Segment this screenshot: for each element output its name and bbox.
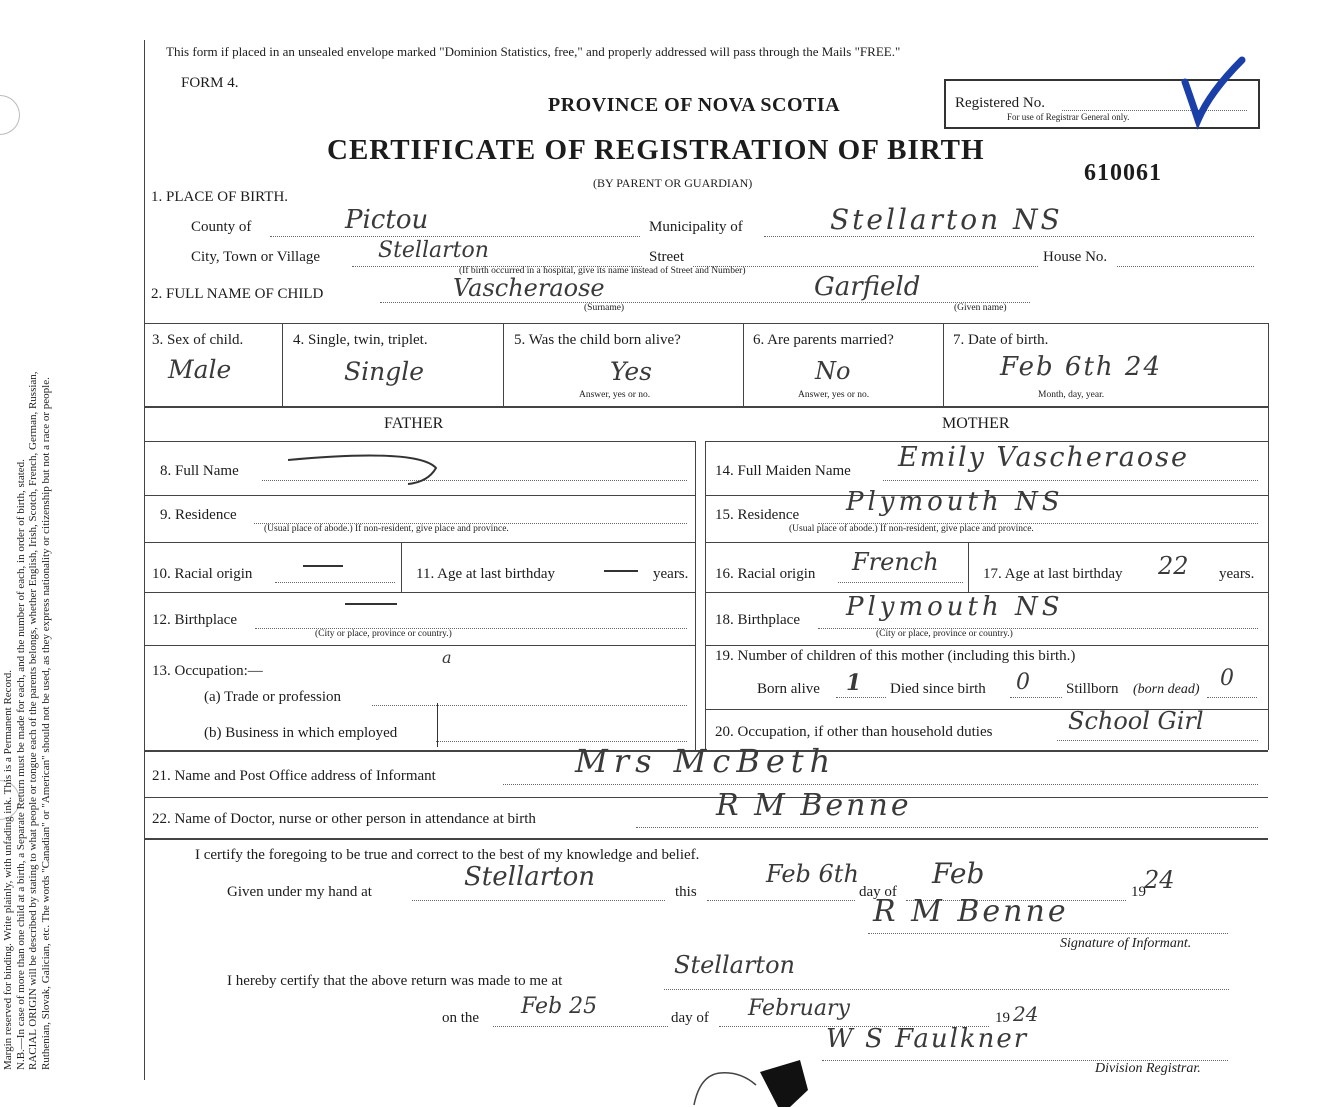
mother-occupation-value: School Girl <box>1068 707 1204 735</box>
left-border <box>144 40 145 1080</box>
alive-label: 5. Was the child born alive? <box>514 332 681 348</box>
row3-top <box>144 323 1268 324</box>
margin-note-3: RACIAL ORIGIN will be described by stating to what people or tongue each of the parents belongs, whether English, Irish, Scotch, French, German, Russian, <box>27 371 39 1070</box>
father-name-label: 8. Full Name <box>160 463 239 479</box>
informant-label: 21. Name and Post Office address of Informant <box>152 768 436 784</box>
child-name-line <box>380 302 1030 303</box>
stillborn-value: 0 <box>1220 666 1234 691</box>
father-racial-line <box>275 582 395 583</box>
mother-residence-value: Plymouth NS <box>846 487 1064 517</box>
registered-label: Registered No. <box>955 95 1045 111</box>
father-business-tick <box>437 703 438 747</box>
county-value: Pictou <box>345 205 429 235</box>
row3-bottom <box>144 406 1268 408</box>
mother-left-border <box>705 442 706 750</box>
father-age-divider <box>401 543 402 593</box>
mother-right-border <box>1268 323 1269 750</box>
municipality-label: Municipality of <box>649 219 743 235</box>
registrar-day-of-label: day of <box>671 1010 709 1026</box>
page-title: CERTIFICATE OF REGISTRATION OF BIRTH <box>327 134 985 166</box>
row3-div2 <box>503 323 504 407</box>
this-label: this <box>675 884 697 900</box>
given-year-value: 24 <box>1144 866 1175 894</box>
married-value: No <box>815 357 851 385</box>
died-value: 0 <box>1016 670 1030 695</box>
mother-occupation-line <box>1057 740 1258 741</box>
mother-abode-note: (Usual place of abode.) If non-resident, give place and province. <box>789 524 1034 534</box>
father-racial-dash <box>303 565 343 567</box>
mother-birthplace-label: 18. Birthplace <box>715 612 800 628</box>
father-racial-label: 10. Racial origin <box>152 566 253 582</box>
province-title: PROVINCE OF NOVA SCOTIA <box>548 94 841 116</box>
county-line <box>270 236 640 237</box>
registrar-place: Stellarton <box>674 951 795 979</box>
municipality-value: Stellarton NS <box>830 203 1063 236</box>
mother-racial-value: French <box>852 548 939 576</box>
checkmark-icon <box>1170 52 1250 132</box>
registrar-signature: W S Faulkner <box>826 1024 1029 1054</box>
mother-name-value: Emily Vascheraose <box>898 442 1189 473</box>
father-row-sep3 <box>144 592 696 593</box>
informant-signature: R M Benne <box>873 894 1069 929</box>
father-row-sep4 <box>144 645 696 646</box>
alive-value: Yes <box>610 357 652 386</box>
dob-value: Feb 6th 24 <box>1000 352 1162 382</box>
born-alive-value: 1 <box>846 670 862 696</box>
form-number: FORM 4. <box>181 75 239 91</box>
day-of-value: Feb <box>932 857 985 890</box>
married-note: Answer, yes or no. <box>798 390 870 400</box>
child-given-name: Garfield <box>814 272 921 302</box>
father-row-sep1 <box>144 495 696 496</box>
informant-line <box>503 784 1258 785</box>
father-top <box>144 441 696 442</box>
margin-note-1: Margin reserved for binding. Write plainly, with unfading ink. This is a Permanent Record. <box>2 670 14 1070</box>
father-name-dash <box>288 448 448 488</box>
given-at-value: Stellarton <box>464 862 596 892</box>
registrar-year-value: 24 <box>1013 1002 1039 1026</box>
municipality-line <box>764 236 1254 237</box>
this-line <box>707 900 855 901</box>
mother-row-sep2 <box>705 542 1269 543</box>
dob-note: Month, day, year. <box>1038 390 1105 400</box>
on-the-value: Feb 25 <box>521 994 598 1019</box>
stillborn-label: Stillborn <box>1066 681 1119 697</box>
married-label: 6. Are parents married? <box>753 332 894 348</box>
section-sep-22 <box>144 797 1268 798</box>
informant-signature-line <box>868 933 1228 934</box>
father-birthplace-label: 12. Birthplace <box>152 612 237 628</box>
father-age-dash <box>604 570 638 572</box>
mother-racial-label: 16. Racial origin <box>715 566 816 582</box>
registrar-statement: I hereby certify that the above return was made to me at <box>227 973 563 989</box>
page-subtitle: (BY PARENT OR GUARDIAN) <box>593 176 753 190</box>
father-row-sep2 <box>144 542 696 543</box>
father-residence-label: 9. Residence <box>160 507 237 523</box>
child-surname: Vascheraose <box>453 274 605 302</box>
registrar-year-prefix: 19 <box>995 1010 1010 1026</box>
stillborn-line <box>1207 697 1257 698</box>
city-value: Stellarton <box>378 238 489 263</box>
mother-age-value: 22 <box>1158 552 1189 580</box>
certificate-number: 610061 <box>1084 160 1162 186</box>
on-the-line <box>493 1026 668 1027</box>
father-business-label: (b) Business in which employed <box>204 725 398 741</box>
informant-value: Mrs McBeth <box>575 742 837 780</box>
pen-scribble-icon <box>690 1065 760 1107</box>
surname-note: (Surname) <box>584 303 625 313</box>
mother-age-divider <box>968 543 969 593</box>
street-label: Street <box>649 249 684 265</box>
mother-residence-label: 15. Residence <box>715 507 800 523</box>
mother-years-label: years. <box>1219 566 1255 582</box>
house-label: House No. <box>1043 249 1108 265</box>
row3-div1 <box>282 323 283 407</box>
informant-signature-label: Signature of Informant. <box>1060 936 1192 951</box>
died-label: Died since birth <box>890 681 986 697</box>
born-alive-label: Born alive <box>757 681 820 697</box>
doctor-label: 22. Name of Doctor, nurse or other person in attendance at birth <box>152 811 536 827</box>
registrar-place-line <box>664 989 1229 990</box>
mother-children-label: 19. Number of children of this mother (including this birth.) <box>715 648 1076 664</box>
given-at-line <box>412 900 665 901</box>
row3-div3 <box>743 323 744 407</box>
father-occupation-mark: a <box>442 648 452 667</box>
given-name-note: (Given name) <box>954 303 1007 313</box>
registered-note: For use of Registrar General only. <box>1007 112 1130 122</box>
mother-birthplace-note: (City or place, province or country.) <box>876 629 1013 639</box>
doctor-value: R M Benne <box>716 788 912 823</box>
mother-name-line <box>883 480 1258 481</box>
city-label: City, Town or Village <box>191 249 321 265</box>
died-line <box>1010 697 1062 698</box>
on-the-label: on the <box>442 1010 480 1026</box>
dob-label: 7. Date of birth. <box>953 332 1049 348</box>
stillborn-note: (born dead) <box>1133 682 1200 697</box>
margin-note-2: N.B.—In case of more than one child at a birth, a Separate Return must be made for each, and the number of each, in order of birth, stated. <box>14 459 27 1070</box>
father-heading: FATHER <box>384 415 444 432</box>
this-value: Feb 6th <box>766 860 859 888</box>
father-right-border <box>695 442 696 750</box>
mother-birthplace-value: Plymouth NS <box>846 592 1064 622</box>
born-alive-line <box>836 697 886 698</box>
mother-name-label: 14. Full Maiden Name <box>715 463 851 479</box>
mail-notice: This form if placed in an unsealed envelope marked "Dominion Statistics, free," and properly addressed will pass through the Mails "FREE." <box>166 44 901 59</box>
mother-racial-line <box>838 582 963 583</box>
row3-div4 <box>943 323 944 407</box>
sex-label: 3. Sex of child. <box>152 332 244 348</box>
plurality-label: 4. Single, twin, triplet. <box>293 332 428 348</box>
county-label: County of <box>191 219 252 235</box>
father-occupation-label: 13. Occupation:— <box>152 663 263 679</box>
alive-note: Answer, yes or no. <box>579 390 651 400</box>
mother-row-sep4 <box>705 645 1269 646</box>
sex-value: Male <box>168 355 232 384</box>
father-birthplace-note: (City or place, province or country.) <box>315 629 452 639</box>
given-at-label: Given under my hand at <box>227 884 372 900</box>
father-abode-note: (Usual place of abode.) If non-resident, give place and province. <box>264 524 509 534</box>
house-line <box>1117 266 1254 267</box>
given-year-prefix: 19 <box>1131 884 1146 900</box>
margin-notes <box>2 60 52 1070</box>
hospital-note: (If birth occurred in a hospital, give its name instead of Street and Number) <box>459 266 746 276</box>
father-age-label: 11. Age at last birthday <box>416 566 555 582</box>
father-years-label: years. <box>653 566 689 582</box>
day-of-label: day of <box>859 884 897 900</box>
mother-occupation-label: 20. Occupation, if other than household duties <box>715 724 993 740</box>
registrar-day-of-value: February <box>748 996 850 1021</box>
place-of-birth-label: 1. PLACE OF BIRTH. <box>151 189 289 205</box>
father-trade-line <box>372 705 687 706</box>
father-birthplace-dash <box>345 603 397 605</box>
child-name-label: 2. FULL NAME OF CHILD <box>151 286 324 302</box>
plurality-value: Single <box>344 357 425 386</box>
section-sep-certify <box>144 838 1268 840</box>
doctor-line <box>636 827 1258 828</box>
mother-age-label: 17. Age at last birthday <box>983 566 1123 582</box>
registrar-signature-label: Division Registrar. <box>1095 1061 1201 1076</box>
mother-heading: MOTHER <box>942 415 1010 432</box>
margin-note-4: Ruthenian, Slovak, Galician, etc. The words "Canadian" or "American" should not be used, as they express nationality or citizenship but not a race or people. <box>39 377 52 1070</box>
certify-statement: I certify the foregoing to be true and correct to the best of my knowledge and belief. <box>195 847 700 863</box>
ink-blot-icon <box>760 1060 820 1107</box>
father-trade-label: (a) Trade or profession <box>204 689 342 705</box>
